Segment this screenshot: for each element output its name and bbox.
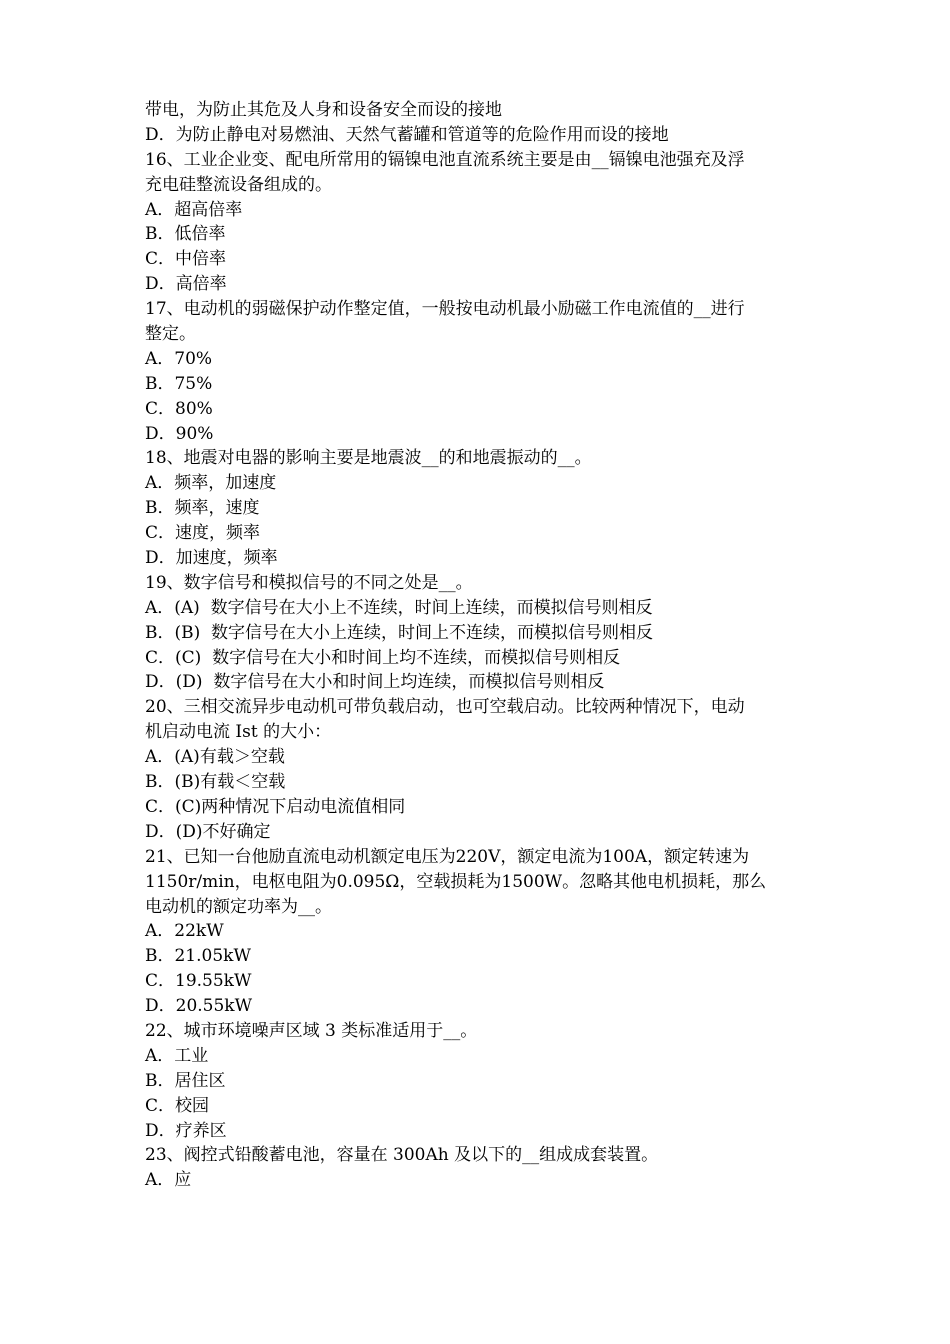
option-line: B．居住区 (145, 1070, 226, 1091)
option-line: A．22kW (145, 921, 224, 942)
document-body (145, 98, 825, 1193)
option-line: A．超高倍率 (145, 199, 243, 220)
question-22: 22、城市环境噪声区域 3 类标准适用于__。 (145, 1020, 478, 1041)
option-line: A．应 (145, 1170, 192, 1191)
question-23: 23、阀控式铅酸蓄电池，容量在 300Ah 及以下的__组成成套装置。 (145, 1145, 659, 1166)
option-line: B．低倍率 (145, 224, 226, 245)
option-line: D．高倍率 (145, 274, 227, 295)
option-line: D．20.55kW (145, 996, 253, 1017)
option-line: B．(B)有载＜空载 (145, 772, 286, 793)
question-17: 17、电动机的弱磁保护动作整定值，一般按电动机最小励磁工作电流值的__进行 (145, 299, 745, 320)
question-19: 19、数字信号和模拟信号的不同之处是__。 (145, 572, 473, 593)
option-line: D．(D)不好确定 (145, 821, 271, 842)
option-line: D．加速度，频率 (145, 548, 278, 569)
text-line: 带电，为防止其危及人身和设备安全而设的接地 (145, 100, 502, 120)
question-16-cont: 充电硅整流设备组成的。 (145, 174, 332, 195)
option-line: C．19.55kW (145, 971, 252, 992)
option-line: A．(A)有载＞空载 (145, 747, 285, 768)
question-17-cont: 整定。 (145, 324, 196, 345)
option-line: A．70% (145, 348, 213, 369)
option-line: A．频率，加速度 (145, 473, 277, 494)
option-line: B．21.05kW (145, 946, 251, 967)
question-21-cont: 电动机的额定功率为__。 (145, 896, 332, 917)
option-line: D．为防止静电对易燃油、天然气蓄罐和管道等的危险作用而设的接地 (145, 124, 669, 145)
question-20: 20、三相交流异步电动机可带负载启动，也可空载启动。比较两种情况下，电动 (145, 697, 745, 718)
option-line: B．75% (145, 373, 213, 394)
option-line: D．90% (145, 423, 214, 444)
option-line: C．(C)两种情况下启动电流值相同 (145, 796, 406, 817)
option-line: B．(B) 数字信号在大小上连续，时间上不连续，而模拟信号则相反 (145, 622, 654, 643)
question-21: 21、已知一台他励直流电动机额定电压为220V，额定电流为100A，额定转速为 (145, 846, 750, 867)
question-21-cont: 1150r/min，电枢电阻为0.095Ω，空载损耗为1500W。忽略其他电机损耗，那么 (145, 871, 767, 892)
option-line: C．(C) 数字信号在大小和时间上均不连续，而模拟信号则相反 (145, 647, 621, 668)
question-20-cont: 机启动电流 Ist 的大小： (145, 722, 332, 743)
question-16: 16、工业企业变、配电所常用的镉镍电池直流系统主要是由__镉镍电池强充及浮 (145, 149, 745, 170)
option-line: B．频率，速度 (145, 498, 260, 519)
question-18: 18、地震对电器的影响主要是地震波__的和地震振动的__。 (145, 448, 592, 469)
option-line: D．(D) 数字信号在大小和时间上均连续，而模拟信号则相反 (145, 672, 605, 693)
option-line: A．(A) 数字信号在大小上不连续，时间上连续，而模拟信号则相反 (145, 597, 653, 618)
option-line: C．校园 (145, 1095, 210, 1116)
option-line: C．速度，频率 (145, 523, 261, 544)
option-line: D．疗养区 (145, 1120, 227, 1141)
option-line: C．80% (145, 398, 213, 419)
option-line: A．工业 (145, 1045, 209, 1066)
option-line: C．中倍率 (145, 249, 227, 270)
